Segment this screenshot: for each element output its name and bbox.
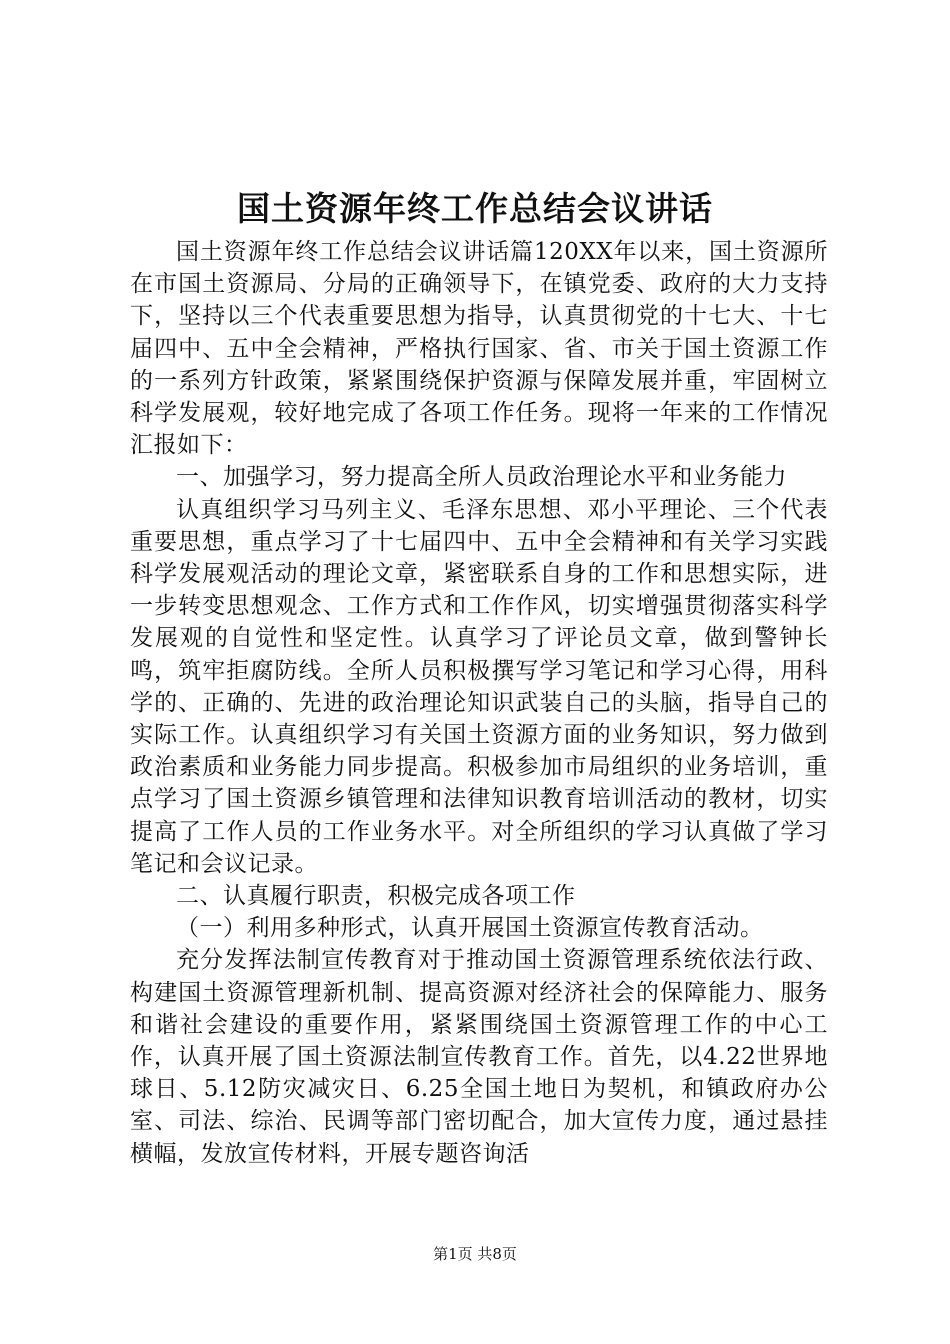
- document-title: 国土资源年终工作总结会议讲话: [237, 189, 713, 228]
- heading-section-1: 一、加强学习，努力提高全所人员政治理论水平和业务能力: [176, 464, 787, 491]
- paragraph-publicity: 充分发挥法制宣传教育对于推动国土资源管理系统依法行政、构建国土资源管理新机制、提高资源对经济社会的保障能力、服务和谐社会建设的重要作用，紧紧围绕国土资源管理工作的中心工作，认真开展了国土资源法制宣传教育工作。首先，以4.22世界地球日、5.12防灾减灾日、6.25全国土地日为契机，和镇政府办公室、司法、综治、民调等部门密切配合，加大宣传力度，通过悬挂横幅，发放宣传材料，开展专题咨询活: [130, 947, 828, 1167]
- page-number: 第1页 共8页: [433, 1245, 517, 1263]
- paragraph-intro: 国土资源年终工作总结会议讲话篇120XX年以来，国土资源所在市国土资源局、分局的正确领导下，在镇党委、政府的大力支持下，坚持以三个代表重要思想为指导，认真贯彻党的十七大、十七届四中、五中全会精神，严格执行国家、省、市关于国土资源工作的一系列方针政策，紧紧围绕保护资源与保障发展并重，牢固树立科学发展观，较好地完成了各项工作任务。现将一年来的工作情况汇报如下：: [130, 239, 828, 459]
- paragraph-study: 认真组织学习马列主义、毛泽东思想、邓小平理论、三个代表重要思想，重点学习了十七届四中、五中全会精神和有关学习实践科学发展观活动的理论文章，紧密联系自身的工作和思想实际，进一步转变思想观念、工作方式和工作作风，切实增强贯彻落实科学发展观的自觉性和坚定性。认真学习了评论员文章，做到警钟长鸣，筑牢拒腐防线。全所人员积极撰写学习笔记和学习心得，用科学的、正确的、先进的政治理论知识武装自己的头脑，指导自己的实际工作。认真组织学习有关国土资源方面的业务知识，努力做到政治素质和业务能力同步提高。积极参加市局组织的业务培训，重点学习了国土资源乡镇管理和法律知识教育培训活动的教材，切实提高了工作人员的工作业务水平。对全所组织的学习认真做了学习笔记和会议记录。: [130, 496, 828, 877]
- document-body: [130, 236, 828, 1170]
- subheading-publicity: （一）利用多种形式，认真开展国土资源宣传教育活动。: [176, 915, 764, 942]
- heading-section-2: 二、认真履行职责，积极完成各项工作: [176, 883, 576, 910]
